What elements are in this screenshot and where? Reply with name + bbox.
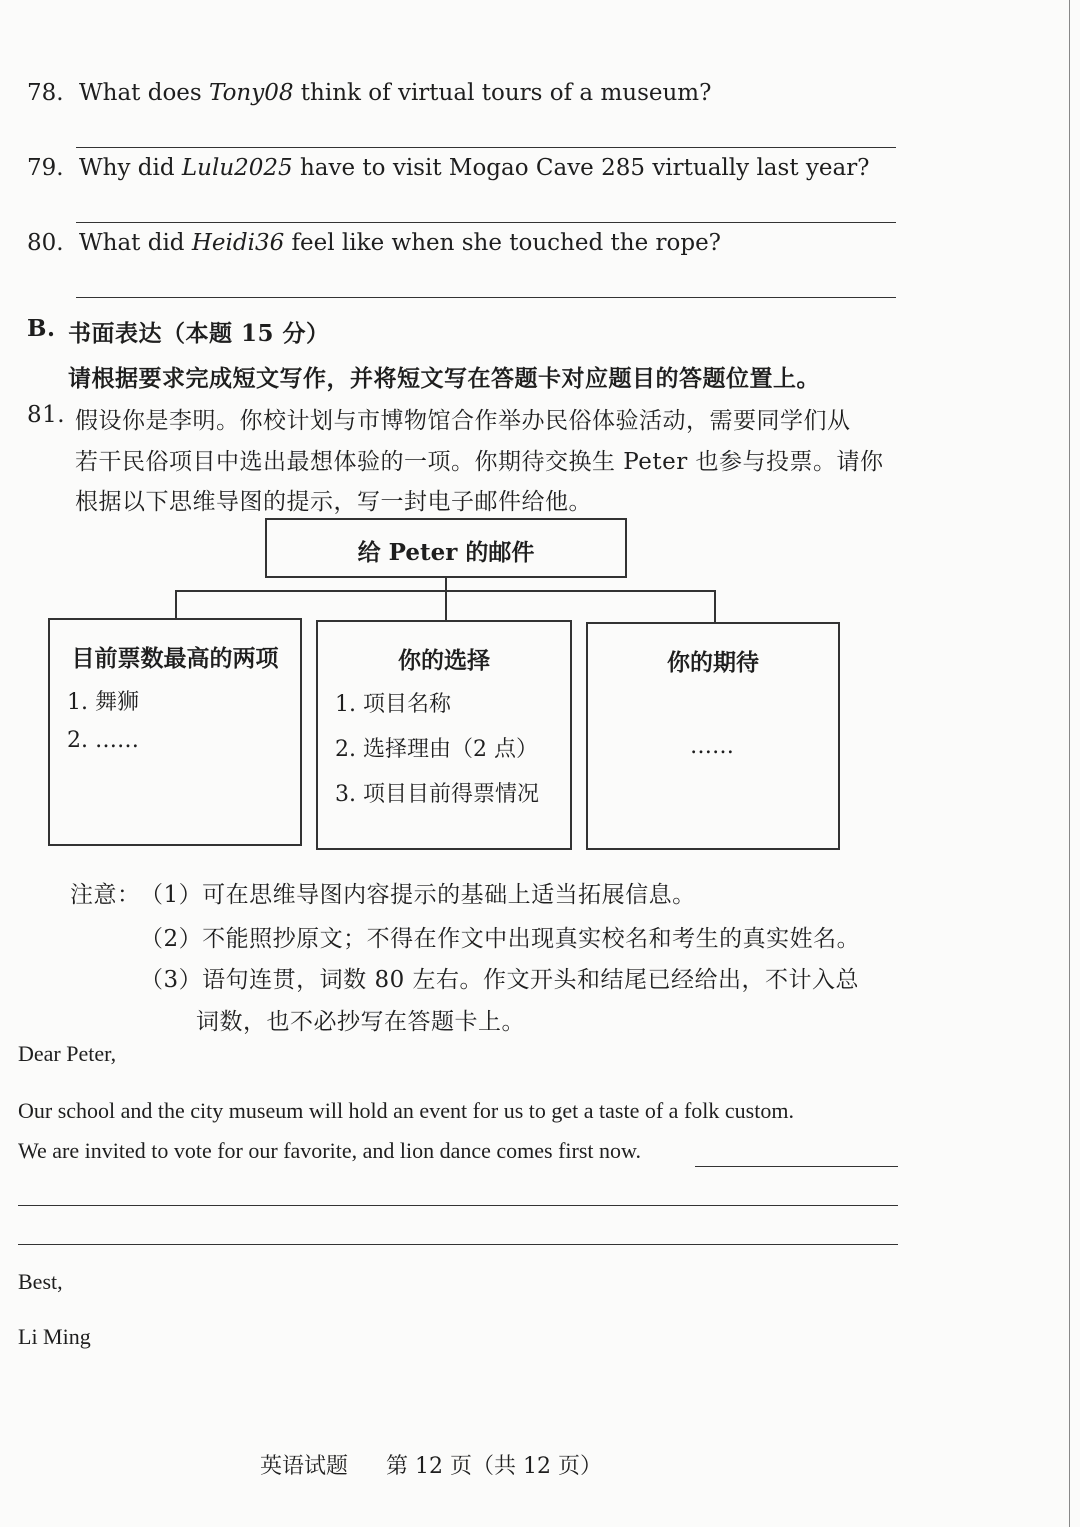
- letter-closing: Best,: [18, 1269, 63, 1294]
- letter-signature: Li Ming: [18, 1324, 91, 1349]
- question-text: think of virtual tours of a museum?: [293, 80, 712, 106]
- mindmap-box-expectation: [586, 622, 840, 850]
- section-title: 书面表达（本题 15 分）: [68, 320, 330, 347]
- list-item: 2. ……: [67, 728, 139, 753]
- question-text: feel like when she touched the rope?: [284, 230, 722, 256]
- prompt-line: 假设你是李明。你校计划与市博物馆合作举办民俗体验活动，需要同学们从: [75, 408, 851, 434]
- answer-line-79[interactable]: [76, 222, 896, 223]
- connector: [714, 590, 716, 622]
- question-80: [27, 230, 927, 260]
- footer-subject: 英语试题: [260, 1454, 349, 1479]
- note-item: 词数，也不必抄写在答题卡上。: [196, 1009, 525, 1035]
- question-text: What does: [79, 80, 210, 106]
- note-item: （2）不能照抄原文；不得在作文中出现真实校名和考生的真实姓名。: [140, 926, 861, 952]
- letter-greeting: Dear Peter,: [18, 1041, 117, 1066]
- box-title: 你的选择: [398, 647, 490, 674]
- question-number: 79.: [27, 155, 64, 181]
- list-item: 1. 舞狮: [67, 690, 139, 715]
- mindmap-root-title: 给 Peter 的邮件: [357, 539, 535, 566]
- question-number: 78.: [27, 80, 64, 106]
- writing-line[interactable]: [18, 1205, 898, 1206]
- footer-page-number: 第 12 页（共 12 页）: [386, 1454, 602, 1479]
- question-number: 81.: [27, 402, 66, 428]
- connector: [175, 590, 715, 592]
- note-item: （3）语句连贯，词数 80 左右。作文开头和结尾已经给出，不计入总: [140, 967, 860, 993]
- prompt-line: 根据以下思维导图的提示，写一封电子邮件给他。: [75, 489, 592, 515]
- answer-line-80[interactable]: [76, 297, 896, 298]
- username: Lulu2025: [181, 155, 293, 181]
- letter-body: We are invited to vote for our favorite, and lion dance comes first now.: [18, 1138, 641, 1163]
- list-item: ……: [690, 734, 734, 759]
- section-label: B.: [27, 315, 56, 342]
- section-instruction: 请根据要求完成短文写作，并将短文写在答题卡对应题目的答题位置上。: [68, 365, 820, 392]
- prompt-line: 若干民俗项目中选出最想体验的一项。你期待交换生 Peter 也参与投票。请你: [75, 449, 884, 475]
- mindmap-box-top-votes: [48, 618, 302, 846]
- question-78: [27, 80, 927, 110]
- connector: [175, 590, 177, 620]
- question-text: have to visit Mogao Cave 285 virtually last year?: [292, 155, 870, 181]
- list-item: 2. 选择理由（2 点）: [335, 737, 538, 762]
- list-item: 1. 项目名称: [335, 692, 451, 717]
- notes-label: 注意：: [70, 882, 141, 908]
- answer-line-78[interactable]: [76, 147, 896, 148]
- question-text: What did: [79, 230, 192, 256]
- question-number: 80.: [27, 230, 64, 256]
- box-title: 你的期待: [667, 649, 759, 676]
- letter-body: Our school and the city museum will hold an event for us to get a taste of a folk custom.: [18, 1098, 794, 1123]
- box-title: 目前票数最高的两项: [71, 645, 279, 672]
- connector: [445, 578, 447, 620]
- mindmap-box-your-choice: [316, 620, 572, 850]
- question-text: Why did: [79, 155, 182, 181]
- page-edge: [1069, 0, 1070, 1527]
- list-item: 3. 项目目前得票情况: [335, 782, 539, 807]
- question-79: [27, 155, 927, 185]
- note-item: （1）可在思维导图内容提示的基础上适当拓展信息。: [140, 882, 696, 908]
- writing-line[interactable]: [695, 1166, 898, 1167]
- writing-line[interactable]: [18, 1244, 898, 1245]
- mindmap-root: [265, 518, 627, 578]
- username: Tony08: [209, 80, 294, 106]
- username: Heidi36: [191, 230, 285, 256]
